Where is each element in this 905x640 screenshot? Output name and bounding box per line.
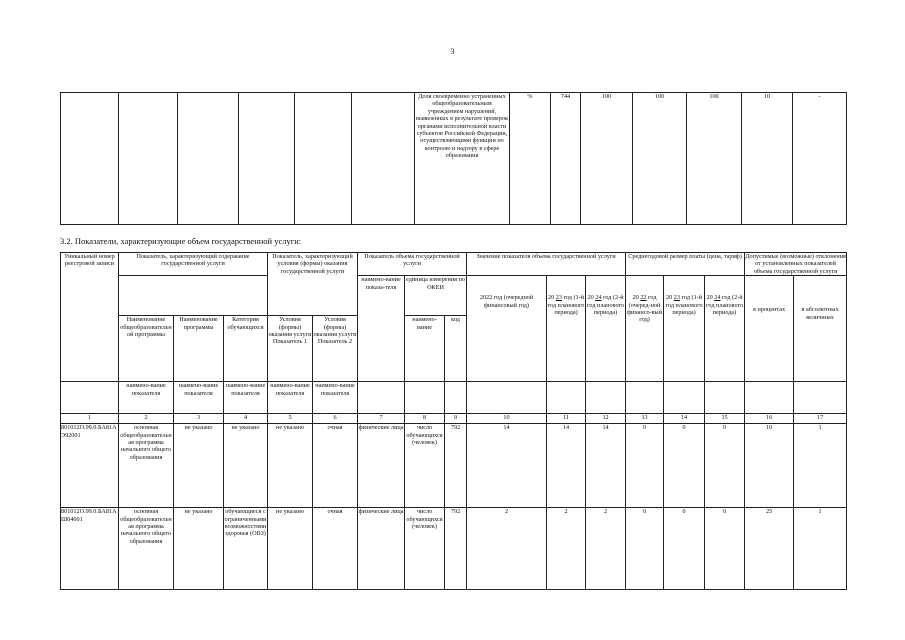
header-fee-2023: 20 23 год (1-й год планового периода): [664, 276, 705, 382]
table-row: [61, 424, 847, 508]
header-reg-number: Уникальный номер реестровой записи: [61, 253, 119, 382]
row-value-2024: 2: [586, 508, 626, 590]
header-program: Наименование общеобразовательной программы: [119, 316, 174, 382]
row-indicator: физические лица: [358, 424, 405, 508]
row-fee-3: 0: [705, 424, 745, 508]
header-row-2: [61, 276, 847, 316]
column-number-row: 1 2 3 4 5 6 7 8 9 10 11 12 13 14 15 16 17: [61, 414, 847, 424]
quality-value-1: 100: [581, 93, 633, 225]
row-category: не указано: [224, 424, 268, 508]
row-cond-1: не указано: [268, 508, 313, 590]
row-value-2024: 14: [586, 424, 626, 508]
header-volume-value: Значение показателя объема государственной услуги: [467, 253, 626, 276]
row-cond-2: очная: [313, 508, 358, 590]
table-row: [61, 508, 847, 590]
row-code: 801012О.99.0.БА81АЭ92001: [61, 424, 119, 508]
row-dev-pct: 10: [745, 424, 794, 508]
volume-table: [60, 252, 847, 590]
row-cond-2: очная: [313, 424, 358, 508]
quality-value-2: 100: [633, 93, 687, 225]
header-volume-indicator-name: наимено-вание показа-теля: [358, 276, 405, 382]
row-name: не указано: [174, 424, 224, 508]
row-fee-2: 0: [664, 424, 705, 508]
quality-deviation-abs: -: [793, 93, 847, 225]
table-row: [61, 93, 847, 225]
header-fee-2024: 20 24 год (2-й год планового периода): [705, 276, 745, 382]
row-indicator: физические лица: [358, 508, 405, 590]
header-avg-fee: Среднегодовой размер платы (цена, тариф): [626, 253, 745, 276]
quality-okei: 744: [551, 93, 581, 225]
quality-indicator-name: Доля своевременно устраненных общеобразовательным учреждением нарушений, выявленных в результате проверок органами исполнительной власти субъектов Российской Федерации, осуществляющими функции по контролю и надзору в сфере образования: [415, 93, 510, 225]
row-value-2022: 2: [467, 508, 547, 590]
header-row-1: [61, 253, 847, 276]
header-year-2023: 20 23 год (1-й год планового периода): [547, 276, 586, 382]
quality-unit: %: [510, 93, 551, 225]
row-code: 801012О.99.0.БА81АШ04001: [61, 508, 119, 590]
row-unit: число обучающихся (человек): [405, 508, 445, 590]
row-cond-1: не указано: [268, 424, 313, 508]
header-unit-code: код: [445, 316, 467, 382]
header-category: Категория обучающихся: [224, 316, 268, 382]
header-dev-pct: в процентах: [745, 276, 794, 382]
row-value-2023: 14: [547, 424, 586, 508]
row-fee-1: 0: [626, 508, 664, 590]
row-fee-3: 0: [705, 508, 745, 590]
header-unit-okei: единица измерения по ОКЕИ: [405, 276, 467, 316]
header-cond-2: Условия (формы) оказания услуги Показатель 2: [313, 316, 358, 382]
header-unit-name: наимено-вание: [405, 316, 445, 382]
header-year-2022: 2022 год (очередной финансовый год): [467, 276, 547, 382]
row-program: основная общеобразовательная программа начального общего образования: [119, 424, 174, 508]
quality-table-continuation: [60, 92, 847, 225]
header-cond-1: Условия (формы) оказания услуги Показатель 1: [268, 316, 313, 382]
row-name: не указано: [174, 508, 224, 590]
header-conditions: Показатель, характеризующий условия (формы) оказания государственной услуги: [268, 253, 358, 316]
header-content: Показатель, характеризующий содержание государственной услуги: [119, 253, 268, 276]
header-year-2024: 20 24 год (2-й год планового периода): [586, 276, 626, 382]
row-okei: 792: [445, 424, 467, 508]
row-fee-1: 0: [626, 424, 664, 508]
header-volume: Показатель объема государственной услуги: [358, 253, 467, 276]
row-dev-abs: 1: [794, 424, 847, 508]
row-category: обучающиеся с ограниченными возможностями здоровья (ОВЗ): [224, 508, 268, 590]
row-dev-pct: 25: [745, 508, 794, 590]
row-dev-abs: 1: [794, 508, 847, 590]
page-number: 3: [450, 47, 455, 56]
row-program: основная общеобразовательная программа начального общего образования: [119, 508, 174, 590]
header-dev-abs: в абсолютных величинах: [794, 276, 847, 382]
header-row-4: наимено-вание показателя наимено-вание показателя наимено-вание показателя наимено-вание показателя наимено-вание показателя: [61, 382, 847, 414]
header-deviation: Допустимые (возможные) отклонения от установленных показателей объема государственной услуги: [745, 253, 846, 275]
header-program-name: Наименование программы: [174, 316, 224, 382]
quality-value-3: 100: [687, 93, 742, 225]
row-unit: число обучающихся (человек): [405, 424, 445, 508]
header-fee-2022: 20 22 год (очеред-ной финансо-вый год): [626, 276, 664, 382]
quality-deviation-pct: 10: [742, 93, 793, 225]
row-value-2023: 2: [547, 508, 586, 590]
row-value-2022: 14: [467, 424, 547, 508]
row-okei: 792: [445, 508, 467, 590]
section-title: 3.2. Показатели, характеризующие объем государственной услуги:: [60, 236, 302, 246]
row-fee-2: 0: [664, 508, 705, 590]
